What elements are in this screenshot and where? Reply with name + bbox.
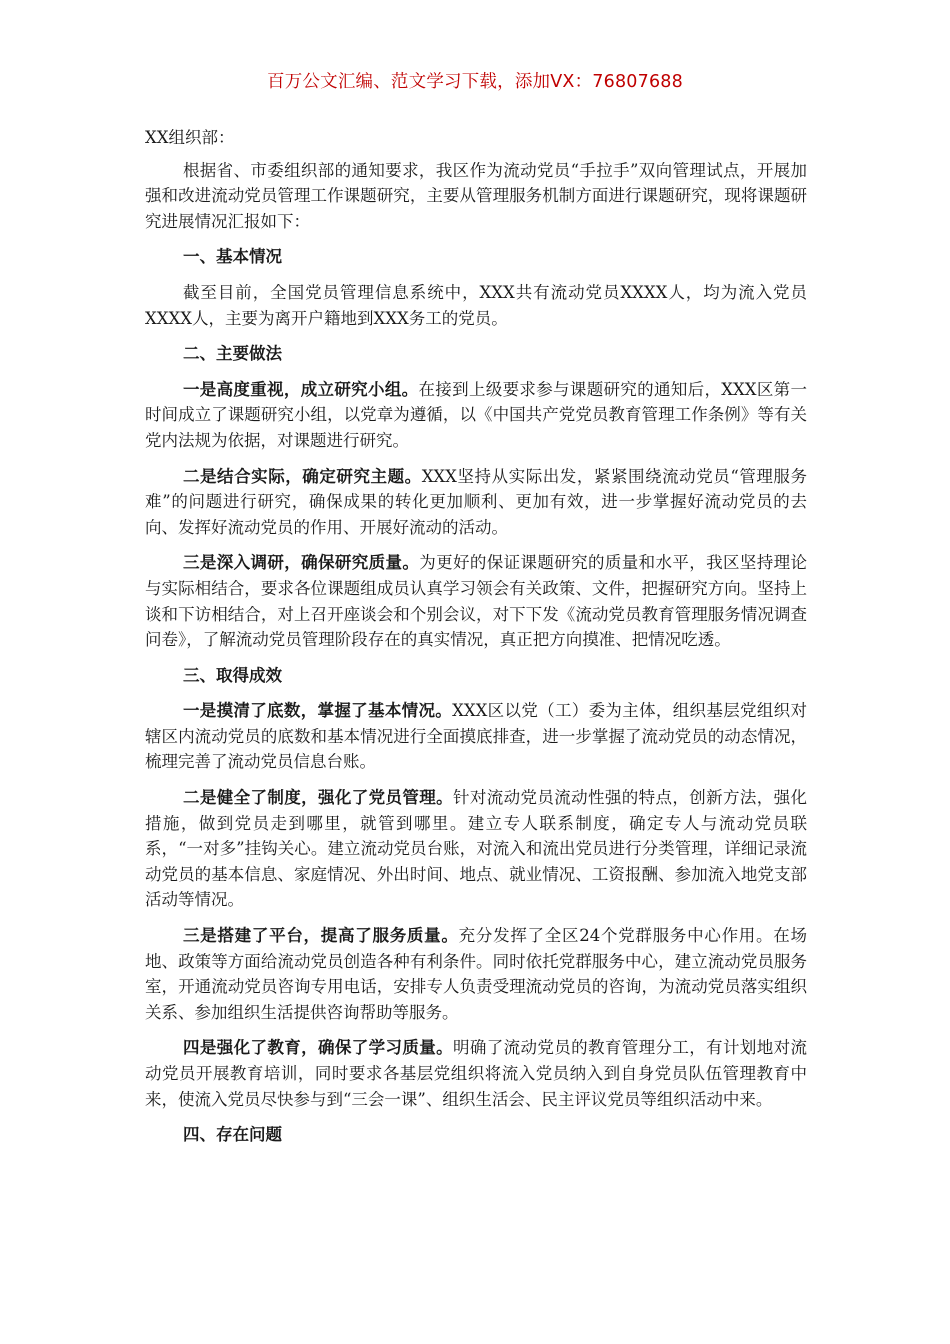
practice-text: 为更好的保证课题研究的质量和水平，我区坚持理论与实际相结合，要求各位课题组成员认真学习领会有关政策、文件，把握研究方向。坚持上谈和下访相结合，对上召开座谈会和个别会议，对下下发《流动党员教育管理服务情况调查问卷》，了解流动党员管理阶段存在的真实情况，真正把方向摸准、把情况吃透。 (145, 553, 808, 650)
practice-paragraph (145, 464, 807, 541)
intro-paragraph: 根据省、市委组织部的通知要求，我区作为流动党员“手拉手”双向管理试点，开展加强和改进流动党员管理工作课题研究，主要从管理服务机制方面进行课题研究，现将课题研究进展情况汇报如下： (145, 160, 807, 231)
practice-lead: 一是高度重视，成立研究小组。 (182, 379, 419, 399)
practice-text: XXX坚持从实际出发，紧紧围绕流动党员“管理服务难”的问题进行研究，确保成果的转化更加顺利、更加有效，进一步掌握好流动党员的去向、发挥好流动党员的作用、开展好流动的活动。 (145, 466, 807, 537)
practice-paragraph (145, 377, 807, 454)
document-body (145, 125, 807, 1158)
achievement-text: 充分发挥了全区24个党群服务中心作用。在场地、政策等方面给流动党员创造各种有利条件。同时依托党群服务中心，建立流动党员服务室，开通流动党员咨询专用电话，安排专人负责受理流动党员的咨询，为流动党员落实组织关系、参加组织生活提供咨询帮助等服务。 (145, 926, 807, 1022)
achievement-paragraph (145, 698, 807, 775)
practice-lead: 二是结合实际，确定研究主题。 (182, 466, 422, 486)
promo-banner: 百万公文汇编、范文学习下载，添加VX：76807688 (267, 72, 683, 92)
achievement-text: 针对流动党员流动性强的特点，创新方法，强化措施，做到党员走到哪里，就管到哪里。建立专人联系制度，确定专人与流动党员联系，“一对多”挂钩关心。建立流动党员台账，对流入和流出党员进行分类管理，详细记录流动党员的基本信息、家庭情况、外出时间、地点、就业情况、工资报酬、参加流入地党支部活动等情况。 (145, 788, 808, 910)
basic-situation-paragraph: 截至目前，全国党员管理信息系统中，XXX共有流动党员XXXX人，均为流入党员XXXX人，主要为离开户籍地到XXX务工的党员。 (145, 282, 807, 328)
achievement-paragraph (145, 1035, 807, 1112)
section-heading-basic-situation: 一、基本情况 (182, 247, 282, 267)
section-heading-existing-problems: 四、存在问题 (182, 1125, 282, 1145)
achievement-paragraph (145, 785, 807, 913)
achievement-lead: 一是摸清了底数，掌握了基本情况。 (182, 701, 453, 721)
section-heading-achievements: 三、取得成效 (182, 665, 282, 685)
practice-paragraph (145, 550, 807, 652)
achievement-text: 明确了流动党员的教育管理分工，有计划地对流动党员开展教育培训，同时要求各基层党组织将流入党员纳入到自身党员队伍管理教育中来，使流入党员尽快参与到“三会一课”、组织生活会、民主评议党员等组织活动中来。 (145, 1038, 808, 1109)
salutation: XX组织部： (145, 128, 235, 147)
practice-lead: 三是深入调研，确保研究质量。 (182, 553, 420, 573)
achievement-paragraph (145, 923, 807, 1025)
achievement-lead: 二是健全了制度，强化了党员管理。 (182, 788, 453, 808)
section-heading-main-practices: 二、主要做法 (182, 344, 282, 364)
achievement-lead: 四是强化了教育，确保了学习质量。 (182, 1038, 453, 1058)
achievement-lead: 三是搭建了平台，提高了服务质量。 (182, 926, 459, 946)
achievement-text: XXX区以党（工）委为主体，组织基层党组织对辖区内流动党员的底数和基本情况进行全面摸底排查，进一步掌握了流动党员的动态情况，梳理完善了流动党员信息台账。 (145, 701, 807, 772)
practice-text: 在接到上级要求参与课题研究的通知后，XXX区第一时间成立了课题研究小组，以党章为遵循，以《中国共产党党员教育管理工作条例》等有关党内法规为依据，对课题进行研究。 (145, 379, 807, 450)
